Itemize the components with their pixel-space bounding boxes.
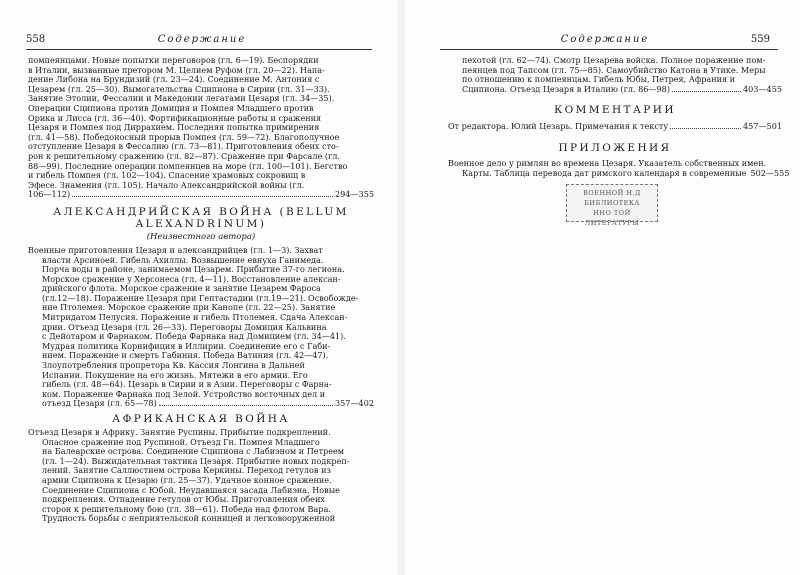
african-war-continuation bbox=[448, 56, 782, 94]
alexandrian-war-section bbox=[28, 206, 374, 409]
text-line: нием. Поражение и смерть Габиния. Победа Ватиния (гл. 42—47). bbox=[42, 351, 329, 361]
text-line: рон к решительному сражению (гл. 82—87). Сражение при Фарсале (гл. bbox=[28, 151, 340, 161]
text-line: Операции Сципиона против Домиция и Помпея Младшего против bbox=[28, 103, 314, 113]
toc-entry-end bbox=[28, 190, 374, 200]
leader-dots bbox=[670, 128, 741, 129]
text-line: Орика и Лисса (гл. 36—40). Фортификационные работы и сражения bbox=[28, 113, 322, 123]
text-line: Соединение Сципиона с Юбой. Неудавшаяся засада Лабиэна. Новые bbox=[42, 485, 340, 495]
comments-section bbox=[448, 104, 782, 132]
toc-entry-end bbox=[448, 85, 782, 95]
stamp-line: ВОЕННОЙ Н.Д БИБЛИОТЕКА bbox=[583, 189, 641, 207]
section-author: (Неизвестного автора) bbox=[146, 231, 256, 242]
text-line: Цезарем (гл. 25—30). Вымогательства Сципиона в Сирии (гл. 31—33). bbox=[28, 84, 330, 94]
text-line: по отношению к помпеянцам. Гибель Юбы, Петрея, Афрания и bbox=[462, 75, 736, 85]
leader-dots bbox=[72, 196, 333, 197]
right-running-title: Содержание bbox=[560, 34, 650, 45]
text-line: Военные приготовления Цезаря и александрийцев (гл. 1—3). Захват bbox=[28, 245, 323, 255]
leader-dots bbox=[159, 405, 333, 406]
text-line: власти Арсиноей. Гибель Ахиллы. Возвышение евнуха Ганимеда. bbox=[42, 255, 324, 265]
african-war-section bbox=[28, 413, 374, 524]
civil-war-continuation bbox=[28, 56, 374, 200]
section-heading: ПРИЛОЖЕНИЯ bbox=[558, 141, 672, 154]
text-line: и гибель Помпея (гл. 102—104). Спасение храмовых сокровищ в bbox=[28, 171, 306, 181]
section-heading: АЛЕКСАНДРИЙСКАЯ ВОЙНА (BELLUM ALEXANDRINUM) bbox=[53, 205, 349, 230]
text-line: подкрепления. Отпадение гетулов от Юбы. Приготовления обеих bbox=[42, 495, 325, 505]
section-heading: АФРИКАНСКАЯ ВОЙНА bbox=[112, 413, 290, 425]
text-line: Отъезд Цезаря в Африку. Занятие Руспины. Прибытие подкреплений. bbox=[28, 428, 331, 437]
text-line: Военное дело у римлян во времена Цезаря. Указатель собственных имен. bbox=[448, 158, 767, 168]
left-page-number: 558 bbox=[26, 34, 46, 45]
stamp-line: ЛИТЕРАТУРЫ bbox=[584, 219, 640, 227]
left-running-head bbox=[26, 34, 378, 48]
left-page-body bbox=[28, 56, 374, 524]
text-line: Мудрая политика Корнифиция в Иллирии. Соединение его с Габи- bbox=[42, 341, 331, 351]
text-line: (гл. 41—58). Победоносный прорыв Помпея (гл. 59—72). Благополучное bbox=[28, 132, 340, 142]
left-running-title: Содержание bbox=[157, 34, 247, 45]
stamp-line: ИНО ТОЙ bbox=[593, 209, 631, 217]
text-line: пехотой (гл. 62—74). Смотр Цезарева войска. Полное поражение пом- bbox=[462, 56, 766, 65]
toc-page-range: 357—402 bbox=[335, 398, 374, 409]
text-line: Митридатом Пелусия. Поражение и гибель Птолемея. Сдача Алексан- bbox=[42, 313, 348, 323]
text-line: отступление Цезаря в Фессалию (гл. 73—81). Приготовления обеих сто- bbox=[28, 142, 339, 152]
text-line: в Италии, вызванные претором М. Целием Руфом (гл. 20—22). Напа- bbox=[28, 65, 325, 75]
section-heading: КОММЕНТАРИИ bbox=[554, 104, 676, 117]
toc-entry-text: Карты. Таблица перевода дат римского календаря в современные bbox=[462, 167, 747, 178]
toc-page-range: 457—501 bbox=[743, 121, 782, 132]
right-page bbox=[404, 0, 800, 575]
text-line: на Балеарские острова. Соединение Сципиона с Лабиэном и Петреем bbox=[42, 447, 345, 457]
toc-page-range: 294—355 bbox=[335, 189, 374, 200]
text-line: сторон к решительному бою (гл. 38—61). Победа над флотом Вара. bbox=[42, 504, 331, 514]
text-line: гибель (гл. 48—64). Цезарь в Сирии и в Азии. Переговоры с Фарна- bbox=[42, 380, 332, 390]
right-page-body bbox=[448, 56, 790, 178]
text-line: армии Сципиона к Цезарю (гл. 25—37). Удачное конное сражение. bbox=[42, 475, 332, 485]
appendices-section bbox=[448, 141, 790, 178]
right-head-rule bbox=[440, 49, 778, 50]
text-line: дрии. Отъезд Цезаря (гл. 26—33). Переговоры Домиция Кальвина bbox=[42, 322, 327, 332]
toc-page-range: 403—455 bbox=[743, 83, 782, 94]
text-line: дрийского флота. Морское сражение и занятие Цезарем Фароса bbox=[42, 284, 321, 294]
text-line: Испании. Покушение на его жизнь. Мятежи в его армии. Его bbox=[42, 370, 308, 380]
text-line: пеянцев под Тапсом (гл. 75—85). Самоубийство Катона в Утике. Меры bbox=[462, 65, 766, 75]
right-running-head bbox=[430, 34, 780, 48]
text-line: 88—99). Последние операции помпеянцев на море (гл. 100—101). Бегство bbox=[28, 161, 348, 171]
text-line: Злоупотребления пропретора Кв. Кассия Лонгина в Дальней bbox=[42, 361, 305, 371]
text-line: (гл.12—18). Поражение Цезаря при Гептастадии (гл.19—21). Освобожде- bbox=[42, 293, 359, 303]
text-line: (гл. 1—24). Выжидательная тактика Цезаря. Прибытие новых подкреп- bbox=[42, 456, 350, 466]
toc-entry-text: отъезд Цезаря (гл. 65—78) bbox=[42, 398, 157, 409]
text-line: Трудность борьбы с неприятельской конницей и легковооруженной bbox=[42, 514, 336, 524]
text-line: Занятие Этолии, Фессалии и Македонии легатами Цезаря (гл. 34—35). bbox=[28, 94, 335, 104]
toc-entry-text: Сципиона. Отъезд Цезаря в Италию (гл. 86—98) bbox=[462, 83, 670, 94]
text-line: Морское сражение у Херсонеса (гл. 4—11). Восстановление алексан- bbox=[42, 274, 341, 284]
left-head-rule bbox=[26, 49, 372, 50]
toc-page-range: 502—555 bbox=[750, 167, 790, 178]
text-line: ком. Поражение Фарнака под Зелой. Устройство восточных дел и bbox=[42, 389, 326, 399]
toc-entry bbox=[448, 122, 782, 132]
toc-entry-text: 106—112) bbox=[28, 189, 71, 200]
text-line: Опасное сражение под Руспиной. Отъезд Гн. Помпея Младшего bbox=[42, 437, 320, 447]
leader-dots bbox=[672, 91, 741, 92]
library-stamp bbox=[566, 184, 658, 227]
text-line: Цезаря и Помпея под Диррахием. Последняя попытка примирения bbox=[28, 123, 320, 133]
text-line: лений. Занятие Саллюстием острова Керкины. Переход гетулов из bbox=[42, 466, 331, 476]
text-line: помпеянцами. Новые попытки переговоров (гл. 6—19). Беспорядки bbox=[28, 56, 319, 65]
text-line: Порча воды в районе, занимаемом Цезарем. Прибытие 37-го легиона. bbox=[42, 265, 345, 275]
toc-entry-text: От редактора. Юлий Цезарь. Примечания к тексту bbox=[448, 121, 669, 132]
right-page-number: 559 bbox=[750, 34, 770, 45]
text-line: ние Птолемея. Морское сражение при Канопе (гл. 22—25). Занятие bbox=[42, 303, 336, 313]
text-line: дение Либона на Брундизий (гл. 23—24). Соединение М. Антония с bbox=[28, 75, 320, 85]
toc-entry-end bbox=[28, 399, 374, 409]
text-line: Эфесе. Знамения (гл. 105). Начало Александрийской войны (гл. bbox=[28, 180, 305, 190]
text-line: с Дейотаром и Фарнаком. Победа Фарнака над Домицием (гл. 34—41). bbox=[42, 332, 346, 342]
left-page bbox=[0, 0, 398, 575]
toc-entry bbox=[448, 167, 790, 179]
